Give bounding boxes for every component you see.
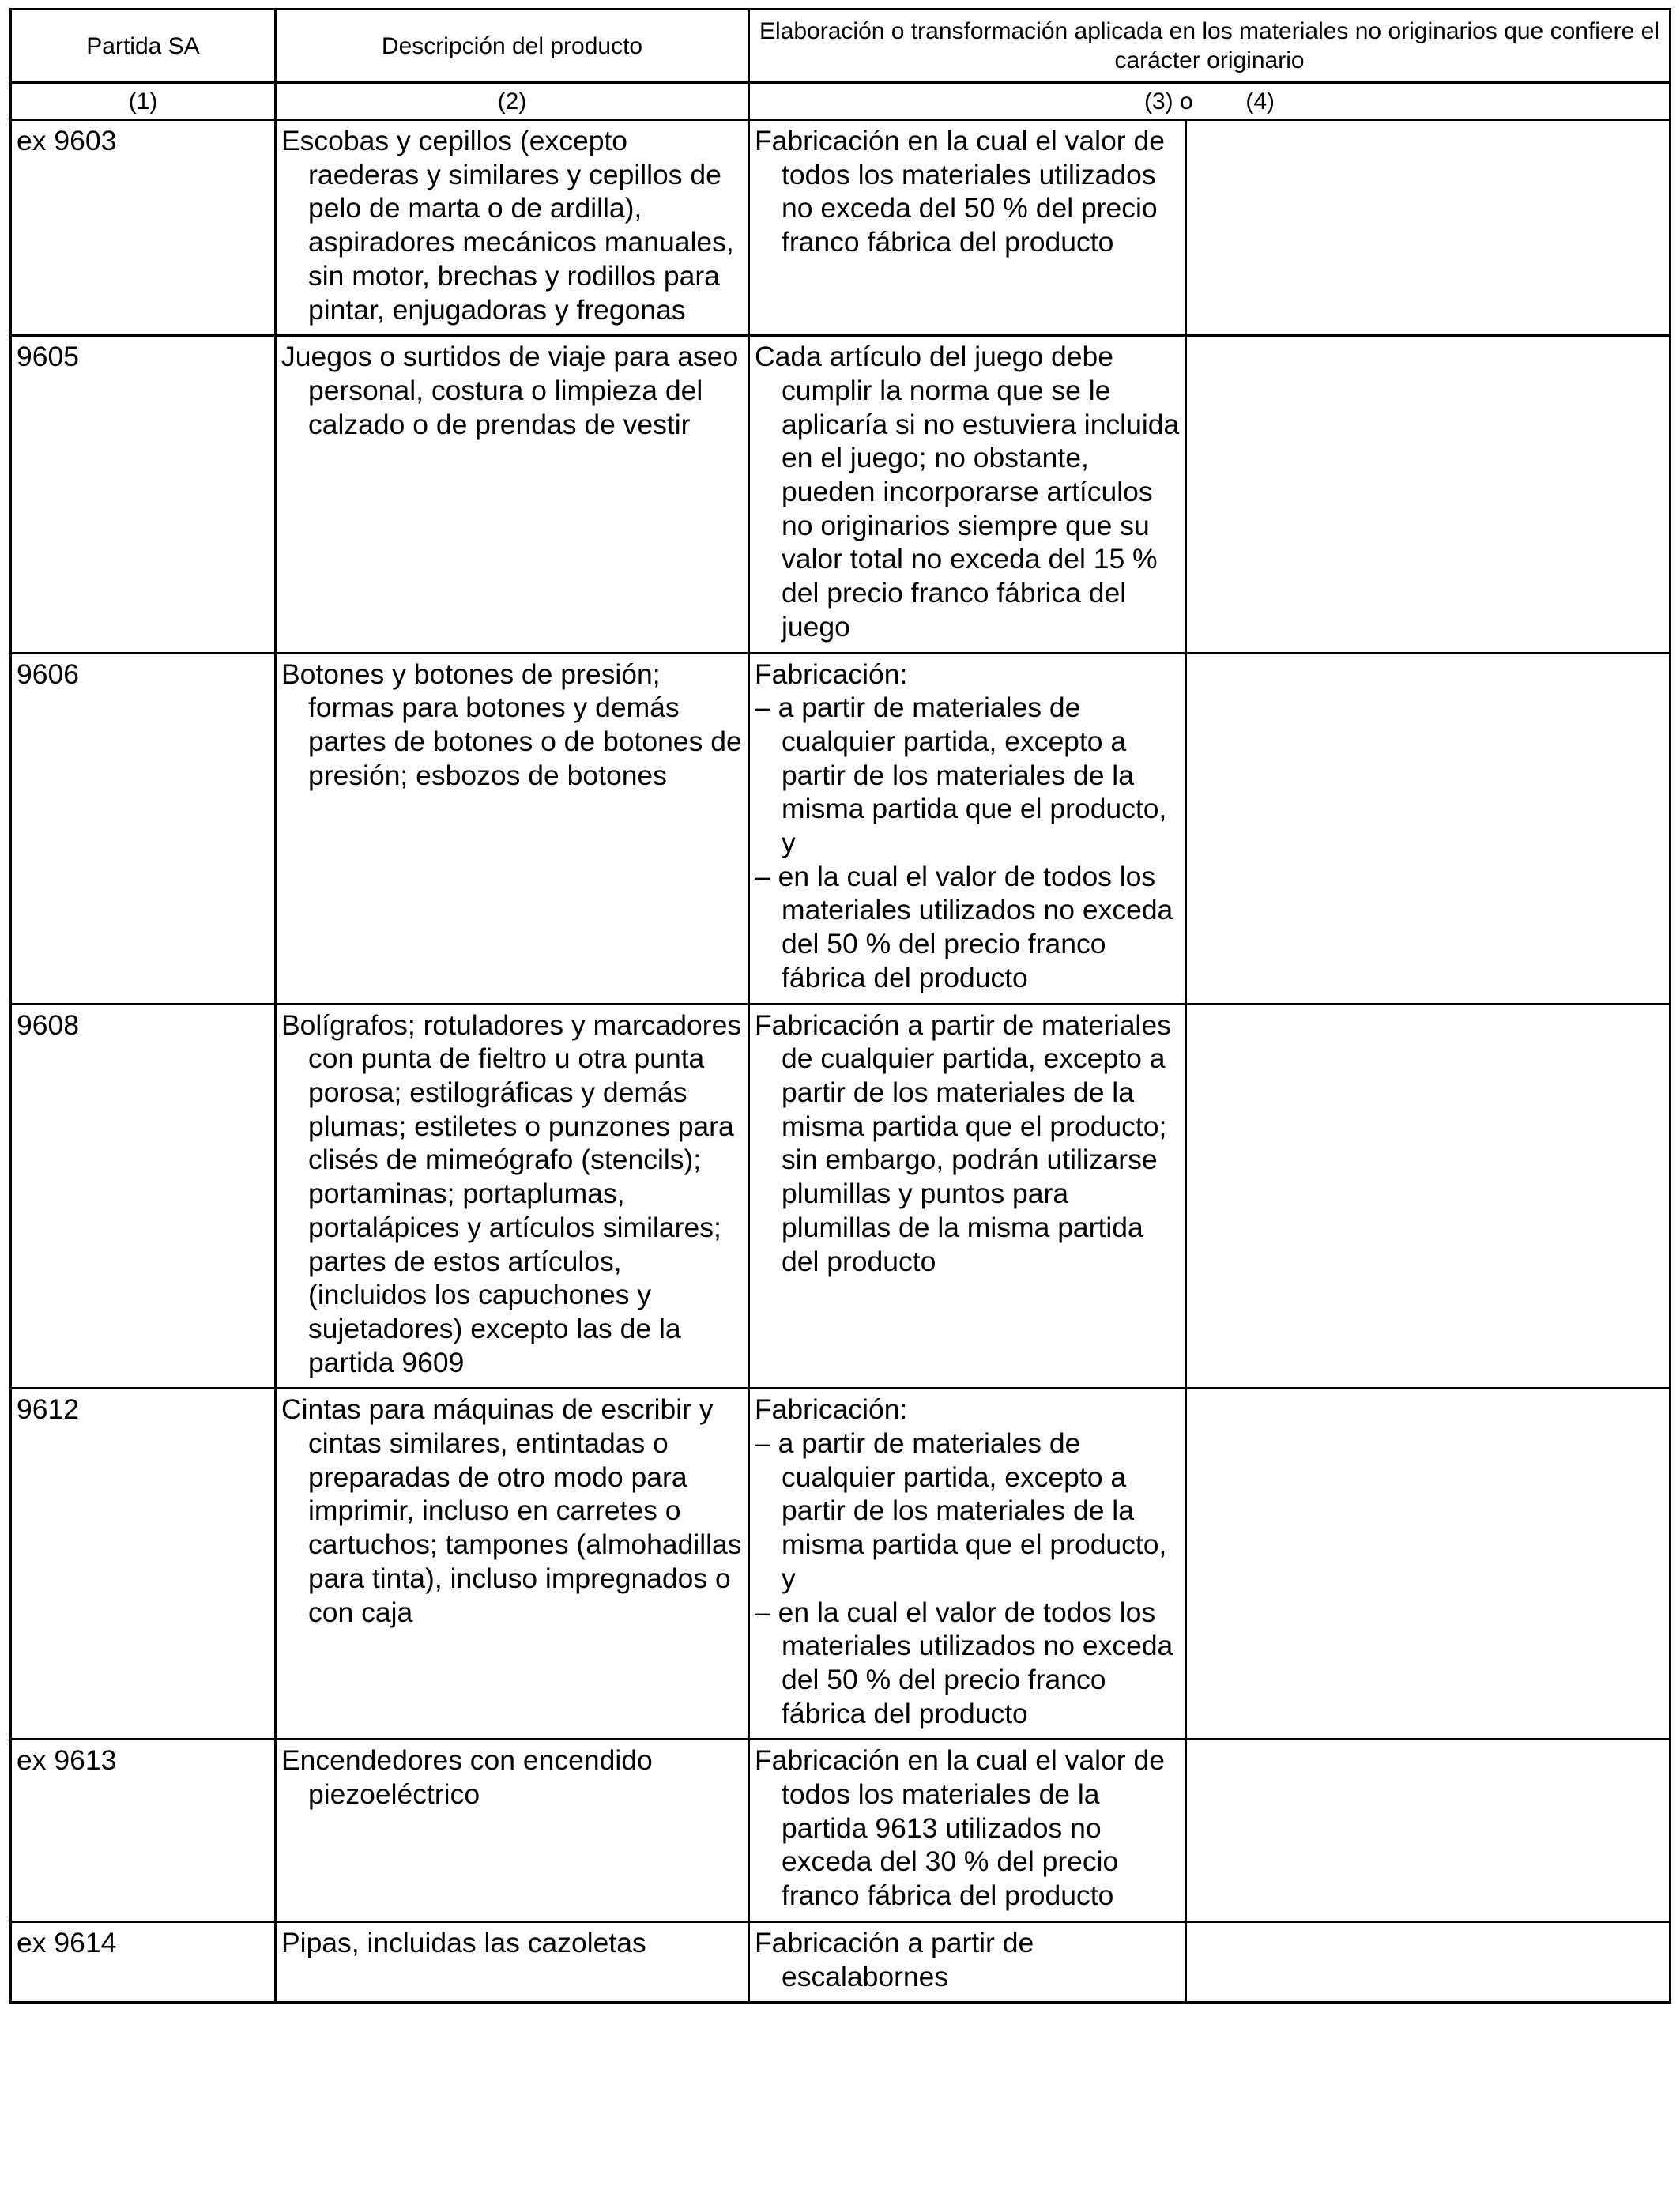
cell-elaboracion — [749, 1740, 1186, 1922]
table-row — [11, 1389, 1671, 1740]
header-num-1: (1) — [11, 83, 276, 120]
cell-column-4 — [1186, 653, 1671, 1004]
rule-intro-text: Fabricación: — [755, 658, 908, 690]
cell-column-4 — [1186, 1740, 1671, 1922]
rule-intro-text: Cada artículo del juego debe cumplir la norma que se le aplicaría si no estuviera incluida en el juego; no obstante, pueden incorporarse artículos no originarios siempre que su valor total no exceda del 15 % del precio franco fábrica del juego — [755, 341, 1180, 643]
rule-intro-text: Fabricación a partir de materiales de cualquier partida, excepto a partir de los materiales de la misma partida que el producto; sin embargo, podrán utilizarse plumillas y puntos para plumillas de la misma partida del producto — [755, 1008, 1171, 1277]
description-text: Cintas para máquinas de escribir y cintas similares, entintadas o preparadas de otro modo para imprimir, incluso en carretes o cartuchos; tampones (almohadillas para tinta), incluso impregnados o con caja — [281, 1393, 742, 1628]
table-header — [11, 9, 1671, 120]
cell-descripcion — [276, 1389, 749, 1740]
cell-elaboracion — [749, 336, 1186, 653]
rule-intro-text: Fabricación a partir de escalabornes — [755, 1926, 1034, 1992]
cell-column-4 — [1186, 336, 1671, 653]
cell-partida: 9605 — [11, 336, 276, 653]
origin-rules-table — [9, 8, 1671, 2004]
cell-descripcion — [276, 120, 749, 336]
rule-item: – en la cual el valor de todos los materiales utilizados no exceda del 50 % del precio franco fábrica del producto — [755, 1596, 1173, 1729]
table-row — [11, 1921, 1671, 2002]
cell-column-4 — [1186, 1004, 1671, 1389]
header-descripcion: Descripción del producto — [276, 9, 749, 83]
header-partida-sa: Partida SA — [11, 9, 276, 83]
header-num-3-4-text: (3) o (4) — [1143, 88, 1275, 115]
cell-partida: ex 9613 — [11, 1740, 276, 1922]
cell-partida: 9612 — [11, 1389, 276, 1740]
header-elaboracion: Elaboración o transformación aplicada en los materiales no originarios que confiere el carácter originario — [749, 9, 1671, 83]
cell-descripcion — [276, 653, 749, 1004]
document-page — [9, 8, 1669, 2004]
rule-intro-text: Fabricación en la cual el valor de todos los materiales de la partida 9613 utilizados no exceda del 30 % del precio franco fábrica del producto — [755, 1744, 1165, 1912]
cell-elaboracion — [749, 1389, 1186, 1740]
table-row — [11, 1004, 1671, 1389]
description-text: Botones y botones de presión; formas para botones y demás partes de botones o de botones de presión; esbozos de botones — [281, 658, 742, 791]
rule-item: – a partir de materiales de cualquier partida, excepto a partir de los materiales de la misma partida que el producto, y — [755, 692, 1167, 859]
cell-column-4 — [1186, 120, 1671, 336]
table-body — [11, 120, 1671, 2003]
cell-elaboracion — [749, 120, 1186, 336]
cell-partida: ex 9603 — [11, 120, 276, 336]
description-text: Escobas y cepillos (excepto raederas y similares y cepillos de pelo de marta o de ardilla), aspiradores mecánicos manuales, sin motor, brechas y rodillos para pintar, enjugadoras y fregonas — [281, 125, 734, 326]
cell-descripcion — [276, 1921, 749, 2002]
header-num-2: (2) — [276, 83, 749, 120]
cell-column-4 — [1186, 1389, 1671, 1740]
description-text: Encendedores con encendido piezoeléctrico — [281, 1744, 653, 1811]
description-text: Pipas, incluidas las cazoletas — [281, 1926, 646, 1958]
cell-descripcion — [276, 1004, 749, 1389]
cell-partida: 9606 — [11, 653, 276, 1004]
rule-item: – en la cual el valor de todos los materiales utilizados no exceda del 50 % del precio franco fábrica del producto — [755, 860, 1173, 993]
rule-intro-text: Fabricación: — [755, 1393, 908, 1426]
table-row — [11, 336, 1671, 653]
cell-descripcion — [276, 1740, 749, 1922]
cell-elaboracion — [749, 1004, 1186, 1389]
cell-elaboracion — [749, 653, 1186, 1004]
cell-partida: ex 9614 — [11, 1921, 276, 2002]
header-num-3-4 — [749, 83, 1671, 120]
description-text: Juegos o surtidos de viaje para aseo personal, costura o limpieza del calzado o de prendas de vestir — [281, 341, 739, 440]
rule-intro-text: Fabricación en la cual el valor de todos los materiales utilizados no exceda del 50 % del precio franco fábrica del producto — [755, 125, 1165, 258]
rule-items — [755, 1427, 1180, 1730]
cell-elaboracion — [749, 1921, 1186, 2002]
table-row — [11, 120, 1671, 336]
rule-items — [755, 691, 1180, 994]
rule-item: – a partir de materiales de cualquier partida, excepto a partir de los materiales de la misma partida que el producto, y — [755, 1427, 1167, 1594]
table-row — [11, 653, 1671, 1004]
cell-descripcion — [276, 336, 749, 653]
cell-partida: 9608 — [11, 1004, 276, 1389]
description-text: Bolígrafos; rotuladores y marcadores con punta de fieltro u otra punta porosa; estilográficas y demás plumas; estiletes o punzones para clisés de mimeógrafo (stencils); portaminas; portaplumas, portalápices y artículos similares; partes de estos artículos, (incluidos los capuchones y sujetadores) excepto las de la partida 9609 — [281, 1008, 742, 1378]
table-row — [11, 1740, 1671, 1922]
cell-column-4 — [1186, 1921, 1671, 2002]
